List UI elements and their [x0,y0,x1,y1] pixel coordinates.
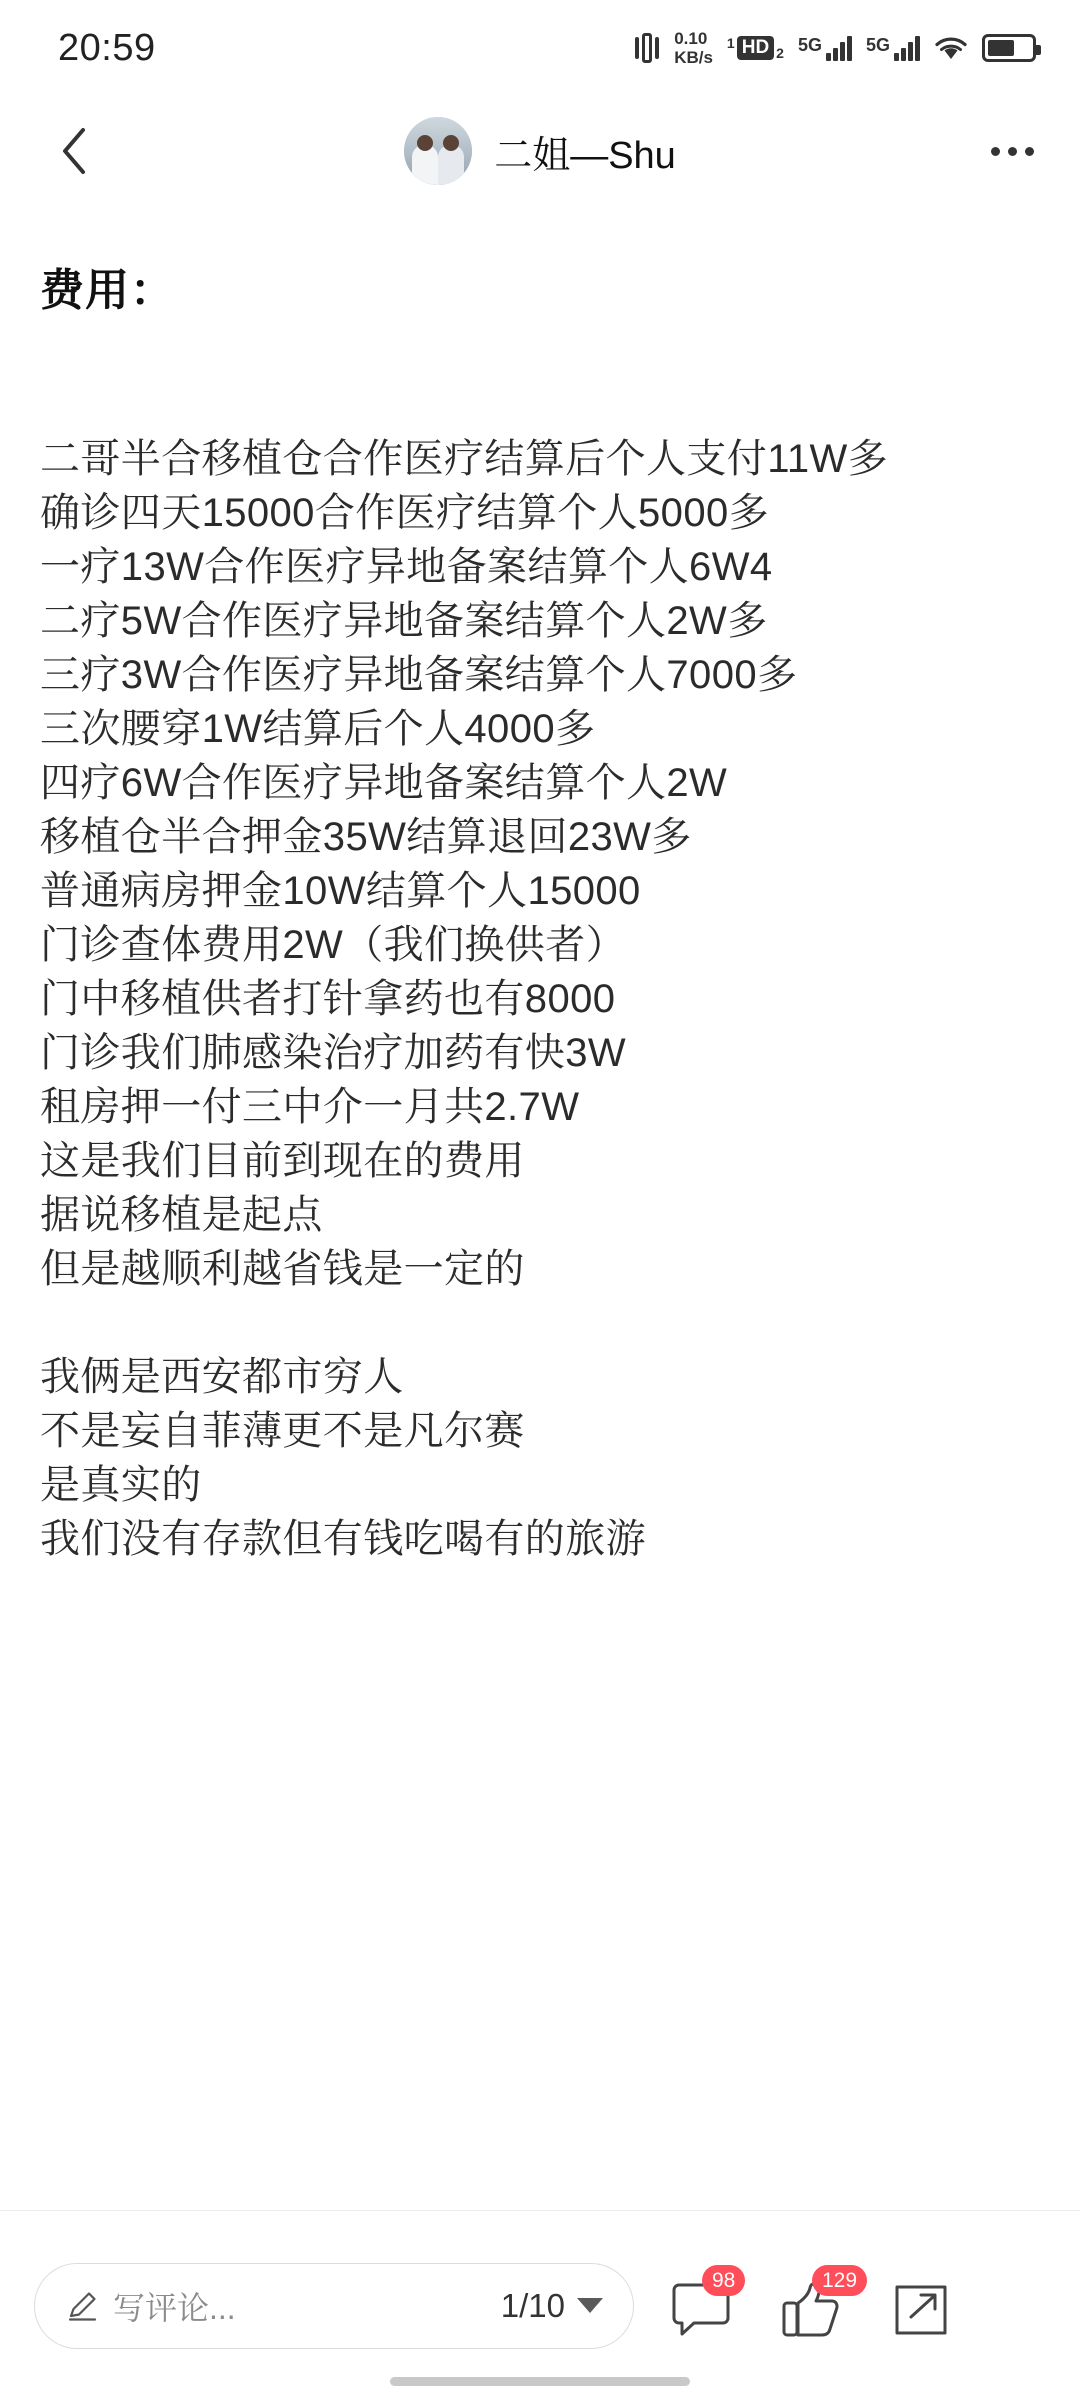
comment-placeholder-text: 写评论... [113,2289,236,2326]
article-line: 二疗5W合作医疗异地备案结算个人2W多 [40,599,768,643]
sim1-signal-bars [826,35,852,61]
author-header [0,117,1080,185]
article-line: 一疗13W合作医疗异地备案结算个人6W4 [40,545,773,589]
like-count-badge: 129 [812,2265,867,2296]
hd-label: HD [737,36,774,60]
article-line: 租房押一付三中介一月共2.7W [40,1085,580,1129]
wifi-icon [934,35,968,61]
share-button[interactable] [888,2273,954,2339]
navigation-bar [0,96,1080,206]
author-name[interactable]: 二姐—Shu [494,134,676,177]
comment-count-badge: 98 [702,2265,745,2296]
sim1-network-label: 5G [797,35,822,55]
article-line: 二哥半合移植仓合作医疗结算后个人支付11W多 [40,437,889,481]
sim2-signal-bars [894,35,920,61]
article-body [40,378,1040,1566]
status-bar [0,0,1080,96]
hd-icon [727,36,784,60]
article-line [40,1296,1040,1350]
pencil-icon [65,2289,99,2323]
page-indicator[interactable] [501,2287,603,2325]
hd-sup-label: 1 [726,35,735,51]
like-button[interactable] [778,2268,858,2339]
article-line: 是真实的 [40,1463,202,1507]
network-speed-unit: KB/s [674,48,713,67]
avatar[interactable] [404,117,472,185]
vibrate-icon [634,33,660,63]
status-time: 20:59 [58,26,156,69]
hd-sub-label: 2 [776,45,784,61]
article-line: 但是越顺利越省钱是一定的 [40,1247,525,1291]
bottom-action-bar [0,2210,1080,2400]
page-title: 费用： [40,266,175,315]
article-line: 门中移植供者打针拿药也有8000 [40,977,616,1021]
share-icon [891,2281,951,2339]
article-line: 确诊四天15000合作医疗结算个人5000多 [40,491,770,535]
more-horizontal-icon [991,147,1000,156]
article-line: 三疗3W合作医疗异地备案结算个人7000多 [40,653,798,697]
page-indicator-text: 1/10 [500,2286,565,2324]
action-buttons [668,2268,954,2339]
status-icons [634,29,1036,67]
article-content [0,206,1080,1566]
article-line [40,378,1040,432]
article-line: 据说移植是起点 [40,1193,323,1237]
article-line: 三次腰穿1W结算后个人4000多 [40,707,596,751]
network-speed-value: 0.10 [674,29,708,48]
back-button[interactable] [46,123,102,179]
article-line: 移植仓半合押金35W结算退回23W多 [40,815,692,859]
article-line: 四疗6W合作医疗异地备案结算个人2W [40,761,728,805]
chevron-down-icon [577,2298,603,2313]
battery-icon [982,34,1036,62]
home-indicator [390,2377,690,2386]
comment-button[interactable] [668,2268,736,2339]
network-speed-indicator [674,29,713,67]
chevron-left-icon [60,126,88,176]
more-options-button[interactable] [991,147,1034,156]
article-line: 不是妄自菲薄更不是凡尔赛 [40,1409,525,1453]
article-line: 我们没有存款但有钱吃喝有的旅游 [40,1517,646,1561]
article-line: 我俩是西安都市穷人 [40,1355,404,1399]
comment-input[interactable] [34,2263,634,2349]
signal-icon-sim1 [798,35,852,61]
article-line: 门诊查体费用2W（我们换供者） [40,923,626,967]
article-line: 这是我们目前到现在的费用 [40,1139,525,1183]
article-line: 普通病房押金10W结算个人15000 [40,869,641,913]
sim2-network-label: 5G [865,35,890,55]
article-line: 门诊我们肺感染治疗加药有快3W [40,1031,626,1075]
signal-icon-sim2 [866,35,920,61]
